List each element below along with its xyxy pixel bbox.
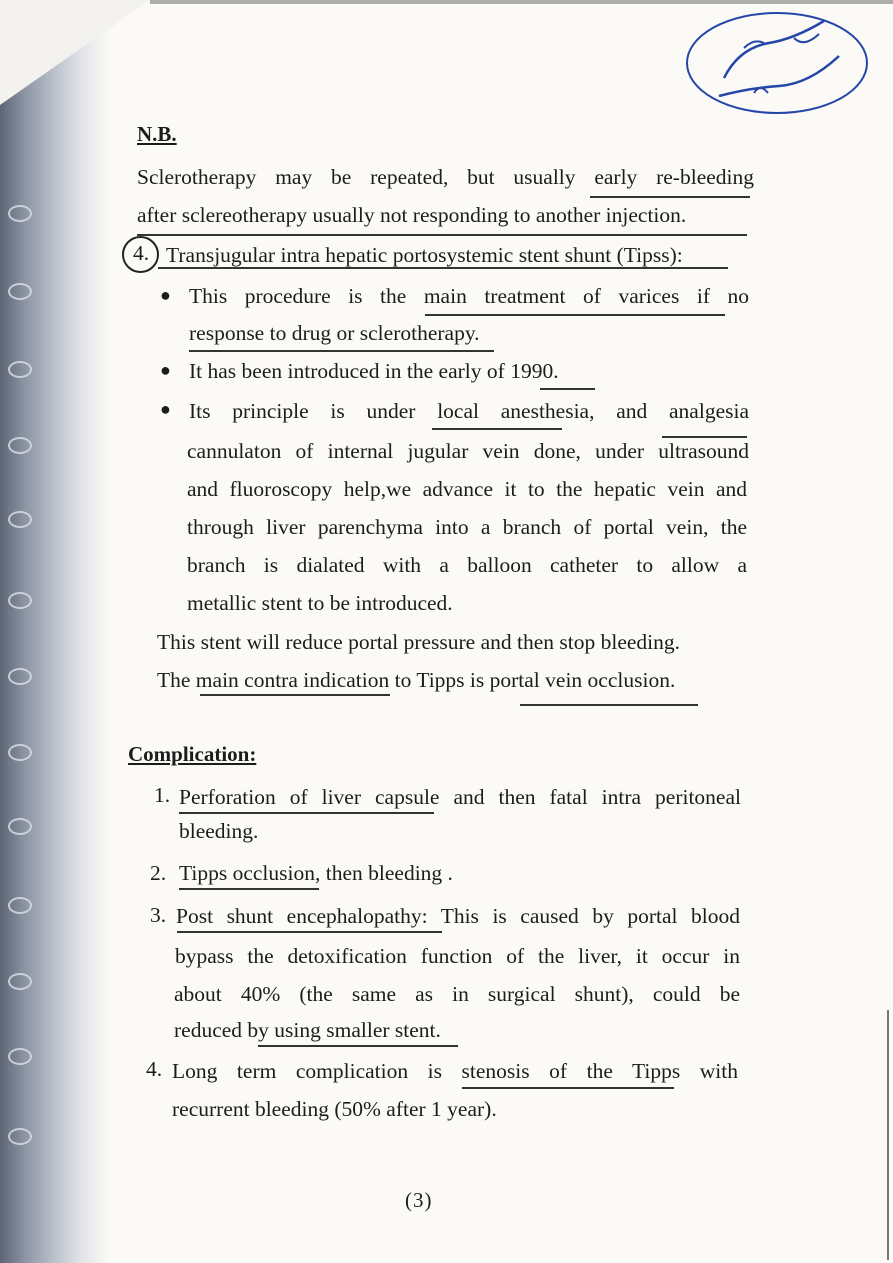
nb-heading: N.B. — [137, 122, 177, 146]
complication-number: 3. — [150, 903, 167, 927]
complication-3-line3: about 40% (the same as in surgical shunt), could be — [174, 982, 740, 1006]
underline-mark — [425, 314, 725, 316]
tipss-bullet3-line4: through liver parenchyma into a branch of portal vein, the — [187, 515, 747, 539]
underline-mark — [662, 436, 747, 438]
underline-mark — [462, 1087, 674, 1089]
tipss-bullet3-line1: Its principle is under local anesthesia, and analgesia — [189, 399, 749, 423]
underline-mark — [179, 812, 434, 814]
complication-number: 1. — [154, 783, 171, 807]
underline-mark — [179, 888, 319, 890]
tipss-bullet3-line3: and fluoroscopy help,we advance it to the hepatic vein and — [187, 477, 747, 501]
underline-mark — [189, 350, 494, 352]
tipss-title: Transjugular intra hepatic portosystemic stent shunt (Tipss): — [166, 243, 683, 267]
complication-4-line1: Long term complication is stenosis of the Tipps with — [172, 1059, 738, 1083]
tipss-bullet3-line2: cannulaton of internal jugular vein done, under ultrasound — [187, 439, 749, 463]
tipss-bullet1-line1: This procedure is the main treatment of varices if no — [189, 284, 749, 308]
tipss-bullet2: It has been introduced in the early of 1990. — [189, 359, 559, 383]
underline-mark — [432, 428, 562, 430]
underline-mark — [137, 234, 747, 236]
bullet-dot: ● — [160, 360, 171, 380]
tipss-para1: This stent will reduce portal pressure and then stop bleeding. — [157, 630, 681, 654]
complication-2-line1: Tipps occlusion, then bleeding . — [179, 861, 453, 885]
complication-number: 4. — [146, 1057, 163, 1081]
bullet-dot: ● — [160, 399, 171, 419]
complication-3-line2: bypass the detoxification function of the liver, it occur in — [175, 944, 740, 968]
nb-line-2: after sclereotherapy usually not responding to another injection. — [137, 203, 687, 227]
underline-mark — [158, 267, 728, 269]
nb-line-1: Sclerotherapy may be repeated, but usually early re-bleeding — [137, 165, 754, 189]
complication-3-line1: Post shunt encephalopathy: This is caused by portal blood — [176, 904, 740, 928]
complication-1-line1: Perforation of liver capsule and then fatal intra peritoneal — [179, 785, 741, 809]
tipss-bullet1-line2: response to drug or sclerotherapy. — [189, 321, 480, 345]
tipss-number: 4. — [133, 241, 150, 265]
complication-1-line2: bleeding. — [179, 819, 259, 843]
complication-3-line4: reduced by using smaller stent. — [174, 1018, 441, 1042]
underline-mark — [177, 931, 442, 933]
tipss-para2: The main contra indication to Tipps is portal vein occlusion. — [157, 668, 676, 692]
page-number: (3) — [405, 1188, 433, 1212]
underline-mark — [200, 694, 390, 696]
underline-mark — [590, 196, 750, 198]
underline-mark — [540, 388, 595, 390]
tipss-bullet3-line6: metallic stent to be introduced. — [187, 591, 453, 615]
underline-mark — [258, 1045, 458, 1047]
complication-4-line2: recurrent bleeding (50% after 1 year). — [172, 1097, 497, 1121]
complication-heading: Complication: — [128, 742, 257, 766]
tipss-bullet3-line5: branch is dialated with a balloon catheter to allow a — [187, 553, 747, 577]
underline-mark — [520, 704, 698, 706]
complication-number: 2. — [150, 861, 167, 885]
bullet-dot: ● — [160, 285, 171, 305]
